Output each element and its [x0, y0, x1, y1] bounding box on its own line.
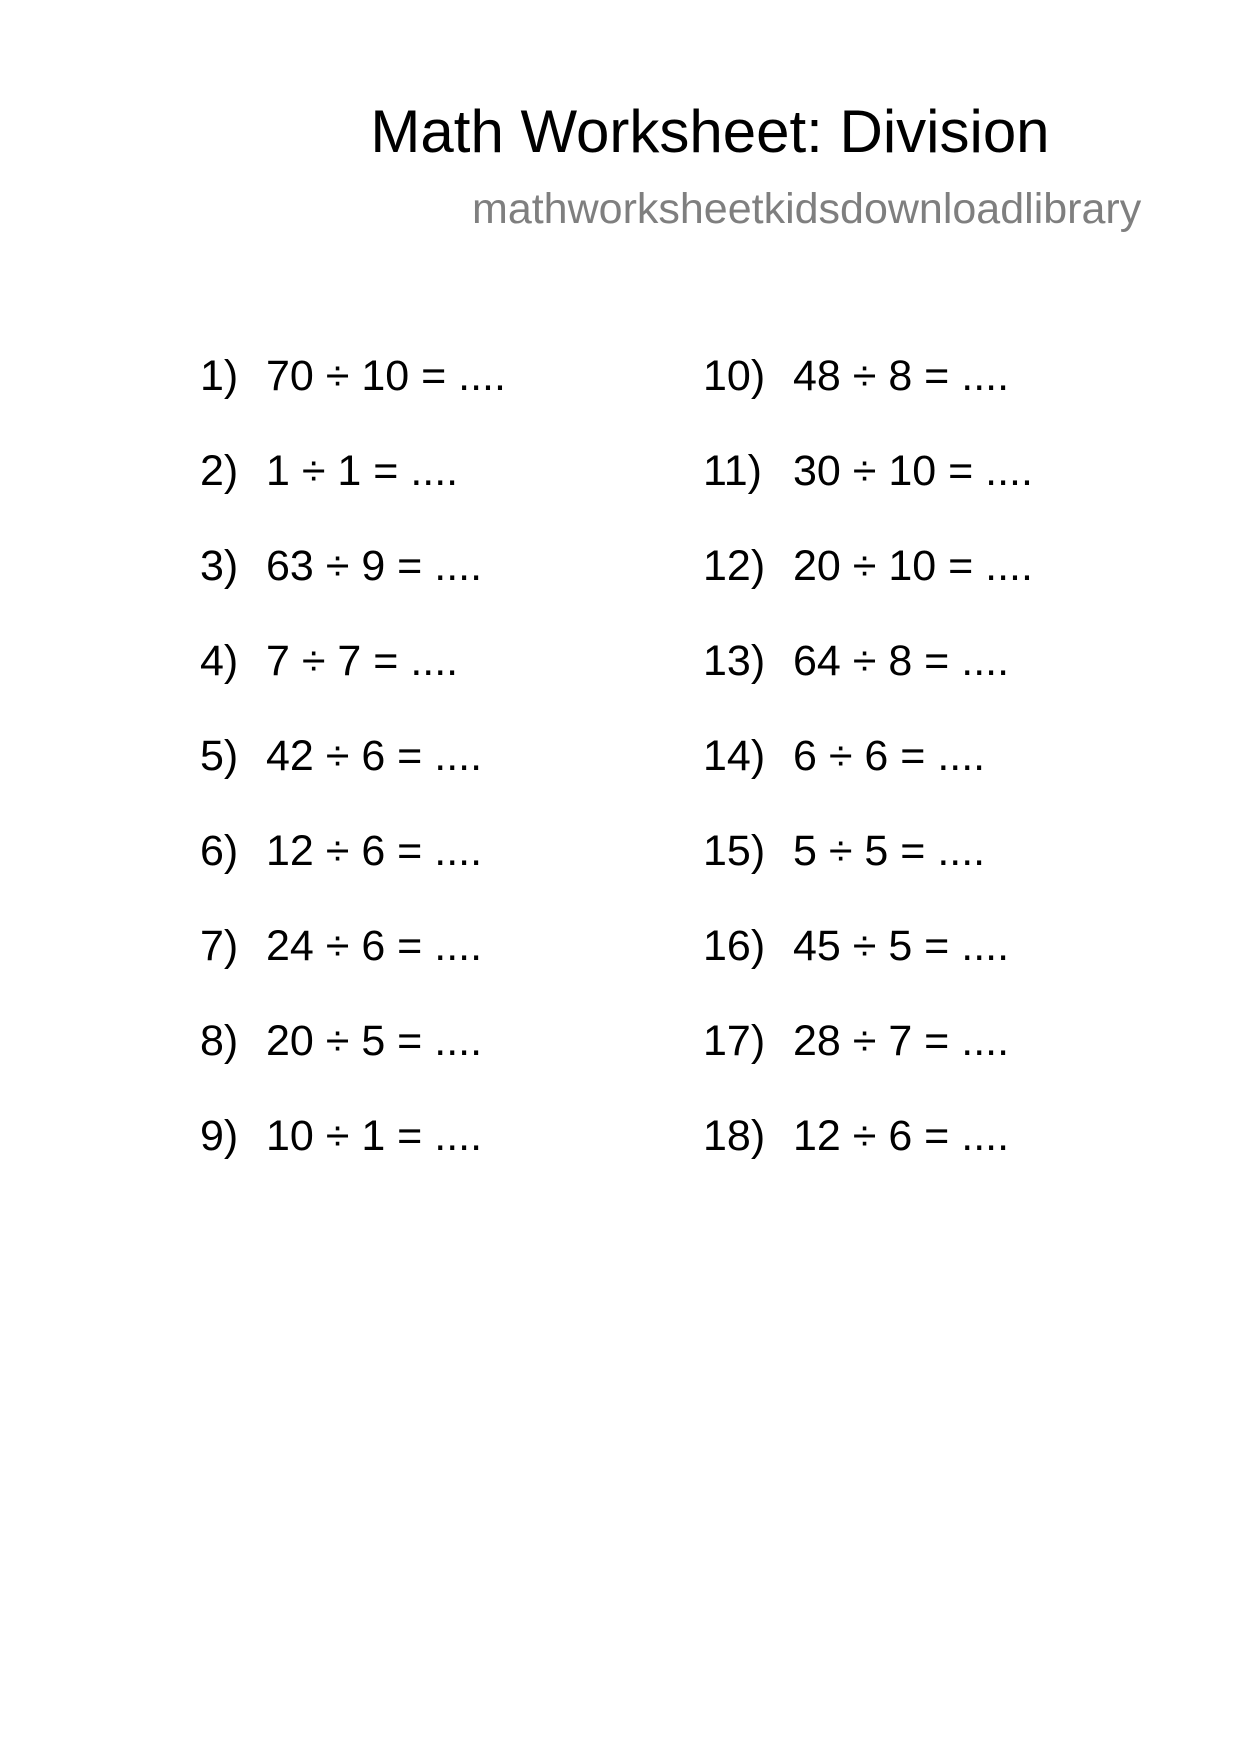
problem-expression: 64 ÷ 8 = ....: [793, 637, 1010, 685]
problem-number: 2): [200, 447, 239, 495]
problem-number: 1): [200, 352, 239, 400]
problem-expression: 45 ÷ 5 = ....: [793, 922, 1010, 970]
problem-item: [703, 540, 1033, 635]
problem-item: [200, 540, 506, 635]
problem-expression: 63 ÷ 9 = ....: [266, 542, 483, 590]
problem-number: 15): [703, 827, 766, 875]
problem-item: [703, 1015, 1033, 1110]
problem-item: [200, 1015, 506, 1110]
problem-expression: 20 ÷ 10 = ....: [793, 542, 1033, 590]
problem-item: [703, 920, 1033, 1015]
worksheet-title: Math Worksheet: Division: [370, 98, 1050, 165]
problem-expression: 24 ÷ 6 = ....: [266, 922, 483, 970]
problem-number: 14): [703, 732, 766, 780]
problem-expression: 6 ÷ 6 = ....: [793, 732, 986, 780]
problem-item: [200, 445, 506, 540]
problem-expression: 28 ÷ 7 = ....: [793, 1017, 1010, 1065]
problem-number: 13): [703, 637, 766, 685]
problem-item: [703, 1110, 1033, 1205]
problem-number: 6): [200, 827, 239, 875]
problem-expression: 12 ÷ 6 = ....: [793, 1112, 1010, 1160]
problem-item: [200, 1110, 506, 1205]
problem-number: 3): [200, 542, 239, 590]
problem-expression: 12 ÷ 6 = ....: [266, 827, 483, 875]
problem-number: 17): [703, 1017, 766, 1065]
problem-expression: 42 ÷ 6 = ....: [266, 732, 483, 780]
problem-column-right: [703, 350, 1033, 1205]
problem-expression: 10 ÷ 1 = ....: [266, 1112, 483, 1160]
problem-number: 18): [703, 1112, 766, 1160]
problem-item: [703, 445, 1033, 540]
problem-expression: 20 ÷ 5 = ....: [266, 1017, 483, 1065]
problem-expression: 5 ÷ 5 = ....: [793, 827, 986, 875]
problem-item: [703, 635, 1033, 730]
problem-number: 4): [200, 637, 239, 685]
problem-item: [703, 350, 1033, 445]
problem-item: [200, 730, 506, 825]
problem-number: 8): [200, 1017, 239, 1065]
problem-item: [200, 635, 506, 730]
problem-item: [703, 730, 1033, 825]
problem-item: [200, 350, 506, 445]
worksheet-subtitle: mathworksheetkidsdownloadlibrary: [472, 185, 1142, 233]
problem-number: 9): [200, 1112, 239, 1160]
problem-number: 7): [200, 922, 239, 970]
problem-expression: 7 ÷ 7 = ....: [266, 637, 459, 685]
problem-expression: 48 ÷ 8 = ....: [793, 352, 1010, 400]
problem-number: 10): [703, 352, 766, 400]
problem-expression: 70 ÷ 10 = ....: [266, 352, 506, 400]
problem-expression: 1 ÷ 1 = ....: [266, 447, 459, 495]
problem-number: 16): [703, 922, 766, 970]
problem-number: 12): [703, 542, 766, 590]
problem-number: 5): [200, 732, 239, 780]
problem-item: [200, 825, 506, 920]
problem-item: [200, 920, 506, 1015]
problem-column-left: [200, 350, 506, 1205]
problem-number: 11): [703, 447, 762, 495]
problem-item: [703, 825, 1033, 920]
problem-expression: 30 ÷ 10 = ....: [793, 447, 1033, 495]
